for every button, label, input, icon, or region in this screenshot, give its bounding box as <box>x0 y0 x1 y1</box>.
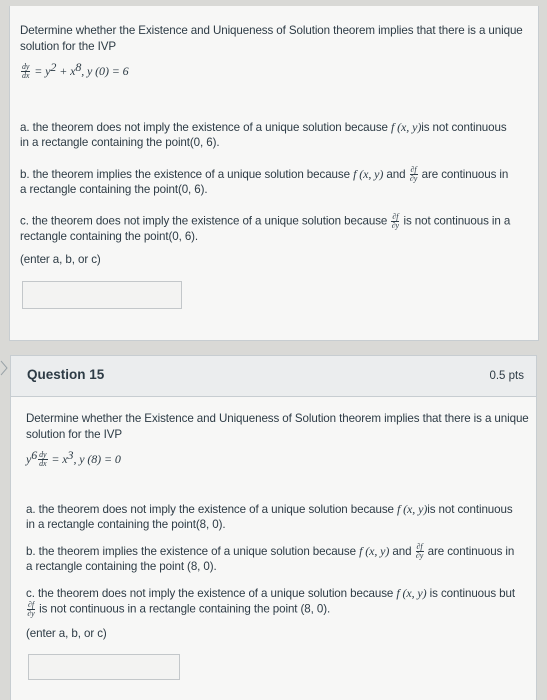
q14-option-b-line1: b. the theorem implies the existence of a unique solution because f (x, y) and $\frac{\partial f}{\partial y}$ are continuous in <box>20 165 509 184</box>
q15-prompt-line1: Determine whether the Existence and Uniqueness of Solution theorem implies that there is a unique <box>26 412 529 425</box>
q14-option-a-line2: in a rectangle containing the point(0, 6). <box>20 136 220 149</box>
q15-option-c-line2: $\frac{\partial f}{\partial y}$ is not continuous in a rectangle containing the point (8, 0). <box>27 600 331 618</box>
q15-option-a-line2: in a rectangle containing the point(8, 0). <box>26 518 226 531</box>
q15-option-b-line1: b. the theorem implies the existence of a unique solution because f (x, y) and $\frac{\partial f}{\partial y}$ are continuous in <box>26 542 515 561</box>
q14-instruction: (enter a, b, or c) <box>20 253 101 266</box>
q14-option-c-line1: c. the theorem does not imply the existence of a unique solution because $\frac{\partial f}{\partial y}$ is not continuous in a <box>20 212 511 230</box>
q15-answer-input[interactable] <box>28 654 180 680</box>
q14-ivp-derivative: $\frac{dy}{dx}$ <box>22 62 30 81</box>
q14-answer-input[interactable] <box>22 281 182 309</box>
q15-ivp-equation: $y^6$ $\frac{dy}{dx}$ = $x^3$, y (8) = 0 <box>26 448 121 469</box>
q15-option-c-line1: c. the theorem does not imply the existence of a unique solution because f (x, y) is continuous but <box>26 586 515 600</box>
question-14-card <box>9 6 539 341</box>
question-title: Question 15 <box>27 367 105 382</box>
q15-prompt-line2: solution for the IVP <box>26 428 122 441</box>
q15-option-b-line2: a rectangle containing the point (8, 0). <box>26 560 217 573</box>
q15-ivp-derivative: $\frac{dy}{dx}$ <box>39 450 47 469</box>
question-15-card <box>10 355 537 700</box>
question-15-header <box>11 356 536 397</box>
q14-option-c-line2: rectangle containing the point(0, 6). <box>20 230 199 243</box>
q14-option-a-line1: a. the theorem does not imply the existence of a unique solution because f (x, y)is not continuous <box>20 120 507 134</box>
q14-option-b-line2: a rectangle containing the point(0, 6). <box>20 183 208 196</box>
q15-instruction: (enter a, b, or c) <box>26 627 107 640</box>
q14-ivp-equation: $\frac{dy}{dx}$ = $y^2 + x^8$, y (0) = 6 <box>22 60 129 81</box>
q14-prompt-line2: solution for the IVP <box>20 40 116 53</box>
question-nav-arrow-icon <box>0 360 8 376</box>
q15-option-a-line1: a. the theorem does not imply the existence of a unique solution because f (x, y)is not continuous <box>26 502 513 516</box>
question-points: 0.5 pts <box>489 370 524 382</box>
q14-prompt-line1: Determine whether the Existence and Uniqueness of Solution theorem implies that there is a unique <box>20 24 523 37</box>
